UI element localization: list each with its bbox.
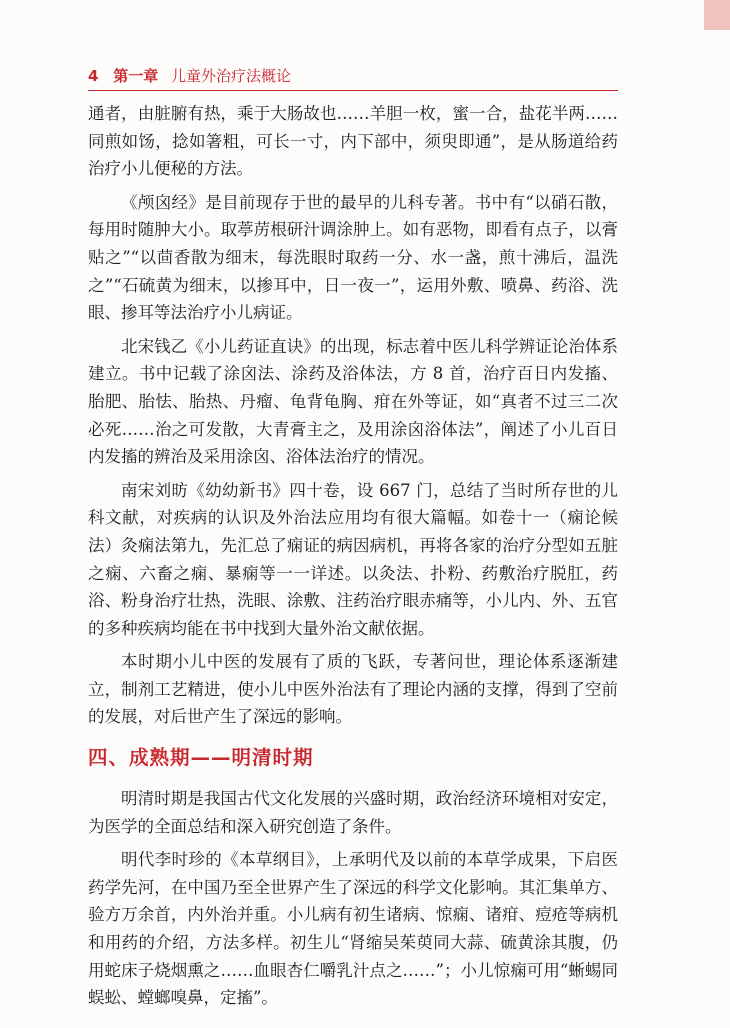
chapter-title: 儿童外治疗法概论 — [171, 67, 292, 85]
header-divider — [88, 90, 618, 91]
section-heading: 四、成熟期——明清时期 — [88, 746, 314, 770]
running-header — [88, 64, 618, 88]
paragraph: 明清时期是我国古代文化发展的兴盛时期，政治经济环境相对安定，为医学的全面总结和深入研究创造了条件。 — [88, 789, 618, 836]
paragraph: 《颅囟经》是目前现存于世的最早的儿科专著。书中有“以硝石散，每用时随肿大小。取葶苈根研汁调涂肿上。如有恶物，即看有点子，以膏贴之”“以茴香散为细末，每洗眼时取药一分、水一盏，煎十沸后，温洗之”“石硫黄为细末，以掺耳中，日一夜一”，运用外敷、喷鼻、药浴、洗眼、掺耳等法治疗小儿病证。 — [88, 192, 618, 323]
chapter-label: 第一章 — [113, 67, 159, 85]
page-number: 4 — [88, 67, 99, 85]
paragraph: 南宋刘昉《幼幼新书》四十卷，设 667 门，总结了当时所存世的儿科文献，对疾病的认识及外治法应用均有很大篇幅。如卷十一（痫论候法）灸痫法第九，先汇总了痫证的病因病机，再将各家的治疗分型如五脏之痫、六畜之痫、暴痫等一一详述。以灸法、扑粉、药敷治疗脱肛，药浴、粉身治疗壮热，洗眼、涂敷、注药治疗眼赤痛等，小儿内、外、五官的多种疾病均能在书中找到大量外治文献依据。 — [88, 480, 618, 638]
paragraph-continued: 通者，由脏腑有热，乘于大肠故也……羊胆一枚，蜜一合，盐花半两……同煎如饧，捻如箸粗，可长一寸，内下部中，须臾即通”，是从肠道给药治疗小儿便秘的方法。 — [88, 104, 618, 179]
page-body — [88, 100, 618, 1018]
paragraph: 本时期小儿中医的发展有了质的飞跃，专著问世，理论体系逐渐建立，制剂工艺精进，使小儿中医外治法有了理论内涵的支撑，得到了空前的发展，对后世产生了深远的影响。 — [88, 652, 618, 727]
paragraph: 北宋钱乙《小儿药证直诀》的出现，标志着中医儿科学辨证论治体系建立。书中记载了涂囟法、涂药及浴体法，方 8 首，治疗百日内发搐、胎肥、胎怯、胎热、丹瘤、龟背龟胸、疳在外等证，如“真者不过三二次必死……治之可发散，大青膏主之，及用涂囟浴体法”，阐述了小儿百日内发搐的辨治及采用涂囟、浴体法治疗的情况。 — [88, 336, 618, 467]
corner-tab-decoration — [704, 0, 730, 30]
paragraph: 明代李时珍的《本草纲目》，上承明代及以前的本草学成果，下启医药学先河，在中国乃至全世界产生了深远的科学文化影响。其汇集单方、验方万余首，内外治并重。小儿病有初生诸病、惊痫、诸疳、痘疮等病机和用药的介绍，方法多样。初生儿“肾缩吴茱萸同大蒜、硫黄涂其腹，仍用蛇床子烧烟熏之……血眼杏仁嚼乳汁点之……”；小儿惊痫可用“蜥蜴同蜈蚣、螳螂嗅鼻，定搐”。 — [88, 850, 618, 1008]
